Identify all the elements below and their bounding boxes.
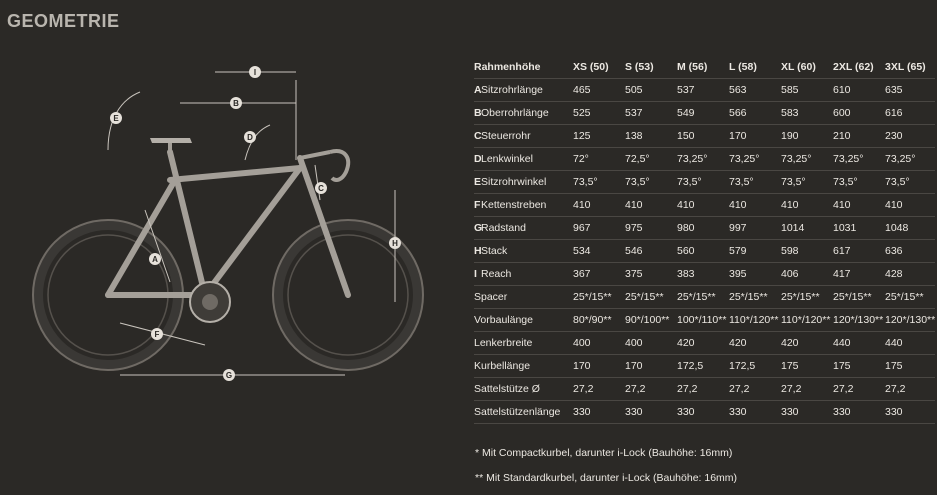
table-cell: 73,5° [781,171,833,194]
table-cell: 330 [833,401,885,424]
svg-text:F: F [154,330,160,339]
table-cell: 150 [677,125,729,148]
svg-text:D: D [247,133,253,142]
table-cell: 175 [833,355,885,378]
svg-text:C: C [318,184,324,193]
table-cell: 465 [573,79,625,102]
table-cell: 170 [625,355,677,378]
table-row [474,263,935,286]
table-cell: 537 [677,79,729,102]
table-cell: 967 [573,217,625,240]
marker-b [230,97,242,109]
table-row [474,171,935,194]
table-cell: 616 [885,102,935,125]
row-label [474,332,573,355]
svg-text:I: I [253,68,257,77]
table-cell: 975 [625,217,677,240]
table-cell: 27,2 [781,378,833,401]
table-cell: 410 [729,194,781,217]
row-label [474,401,573,424]
marker-d [244,131,256,143]
table-cell: 175 [781,355,833,378]
table-cell: 428 [885,263,935,286]
table-cell: 583 [781,102,833,125]
table-row [474,401,935,424]
table-cell: 330 [625,401,677,424]
row-letter: F [474,199,481,211]
table-row [474,286,935,309]
table-cell: 440 [833,332,885,355]
marker-f [151,328,163,340]
table-row [474,332,935,355]
size-header: XS (50) [573,56,625,79]
table-cell: 997 [729,217,781,240]
table-cell: 420 [677,332,729,355]
table-cell: 375 [625,263,677,286]
row-label [474,286,573,309]
table-row [474,355,935,378]
row-label [474,102,573,125]
table-cell: 636 [885,240,935,263]
table-cell: 25*/15** [729,286,781,309]
table-cell: 25*/15** [833,286,885,309]
row-letter: C [474,130,482,142]
row-letter: E [474,176,482,188]
table-cell: 27,2 [885,378,935,401]
row-label-text: Radstand [481,222,526,234]
table-cell: 73,5° [573,171,625,194]
table-cell: 410 [625,194,677,217]
table-cell: 410 [677,194,729,217]
table-cell: 534 [573,240,625,263]
table-row [474,194,935,217]
row-label-text: Stack [481,245,508,257]
table-row [474,217,935,240]
table-cell: 110*/120** [729,309,781,332]
table-cell: 610 [833,79,885,102]
table-cell: 73,25° [781,148,833,171]
table-cell: 1031 [833,217,885,240]
table-cell: 170 [573,355,625,378]
table-cell: 420 [781,332,833,355]
table-cell: 172,5 [729,355,781,378]
table-cell: 980 [677,217,729,240]
table-cell: 190 [781,125,833,148]
row-label [474,240,573,263]
footnote: * Mit Compactkurbel, darunter i-Lock (Bauhöhe: 16mm) [475,447,733,459]
row-label-text: Spacer [474,291,508,303]
marker-i [249,66,261,78]
table-cell: 73,25° [729,148,781,171]
row-letter: I [474,268,477,280]
row-label [474,148,573,171]
table-cell: 230 [885,125,935,148]
size-header: 3XL (65) [885,56,935,79]
table-cell: 120*/130** [833,309,885,332]
table-cell: 330 [729,401,781,424]
table-cell: 330 [885,401,935,424]
svg-text:A: A [152,255,158,264]
table-row [474,148,935,171]
marker-g [223,369,235,381]
marker-h [389,237,401,249]
table-cell: 25*/15** [573,286,625,309]
saddle [150,138,192,155]
table-cell: 367 [573,263,625,286]
table-cell: 25*/15** [885,286,935,309]
table-cell: 505 [625,79,677,102]
table-cell: 27,2 [729,378,781,401]
table-cell: 73,5° [885,171,935,194]
row-label-text: Vorbaulänge [474,314,533,326]
row-label [474,217,573,240]
table-cell: 395 [729,263,781,286]
header-label: Rahmenhöhe [474,56,573,79]
table-cell: 598 [781,240,833,263]
row-label [474,79,573,102]
size-header: 2XL (62) [833,56,885,79]
table-cell: 27,2 [677,378,729,401]
row-label-text: Sitzrohrwinkel [481,176,547,188]
row-label-text: Sattelstützenlänge [474,406,561,418]
table-cell: 73,25° [885,148,935,171]
table-cell: 72° [573,148,625,171]
row-letter: H [474,245,482,257]
row-label [474,125,573,148]
table-cell: 170 [729,125,781,148]
row-label-text: Lenkerbreite [474,337,533,349]
row-label-text: Kettenstreben [481,199,547,211]
table-cell: 25*/15** [677,286,729,309]
table-cell: 110*/120** [781,309,833,332]
table-cell: 27,2 [625,378,677,401]
table-cell: 90*/100** [625,309,677,332]
svg-text:B: B [233,99,239,108]
table-cell: 585 [781,79,833,102]
table-cell: 417 [833,263,885,286]
table-cell: 579 [729,240,781,263]
table-cell: 120*/130** [885,309,935,332]
table-cell: 420 [729,332,781,355]
table-cell: 72,5° [625,148,677,171]
table-cell: 546 [625,240,677,263]
table-cell: 125 [573,125,625,148]
table-cell: 210 [833,125,885,148]
table-cell: 566 [729,102,781,125]
size-header: M (56) [677,56,729,79]
table-cell: 1048 [885,217,935,240]
row-label [474,171,573,194]
row-letter: G [474,222,483,234]
table-cell: 27,2 [573,378,625,401]
table-cell: 1014 [781,217,833,240]
table-row [474,378,935,401]
svg-text:H: H [392,239,398,248]
table-cell: 172,5 [677,355,729,378]
table-cell: 25*/15** [625,286,677,309]
page-title: GEOMETRIE [7,11,120,31]
row-letter: A [474,84,482,96]
bike-geometry-diagram [0,40,470,495]
size-header: L (58) [729,56,781,79]
table-cell: 400 [573,332,625,355]
table-cell: 410 [781,194,833,217]
marker-a [149,253,161,265]
table-cell: 560 [677,240,729,263]
row-label [474,194,573,217]
table-cell: 406 [781,263,833,286]
table-cell: 410 [573,194,625,217]
row-letter: D [474,153,482,165]
geometry-table [474,56,935,424]
svg-text:E: E [113,114,119,123]
marker-e [110,112,122,124]
row-label-text: Sitzrohrlänge [481,84,543,96]
row-label-text: Kurbellänge [474,360,531,372]
row-letter: B [474,107,482,119]
table-row [474,102,935,125]
footnote: ** Mit Standardkurbel, darunter i-Lock (Bauhöhe: 16mm) [475,472,738,484]
row-label-text: Lenkwinkel [481,153,533,165]
table-cell: 549 [677,102,729,125]
table-row [474,240,935,263]
row-label [474,309,573,332]
table-cell: 635 [885,79,935,102]
table-cell: 73,25° [833,148,885,171]
svg-text:G: G [225,371,233,380]
table-cell: 563 [729,79,781,102]
table-cell: 410 [885,194,935,217]
table-cell: 27,2 [833,378,885,401]
table-cell: 138 [625,125,677,148]
table-cell: 400 [625,332,677,355]
row-label-text: Sattelstütze Ø [474,383,540,395]
table-cell: 25*/15** [781,286,833,309]
row-label [474,378,573,401]
table-cell: 440 [885,332,935,355]
table-cell: 73,5° [833,171,885,194]
table-cell: 100*/110** [677,309,729,332]
table-cell: 330 [573,401,625,424]
table-cell: 537 [625,102,677,125]
table-cell: 383 [677,263,729,286]
table-cell: 410 [833,194,885,217]
row-label [474,355,573,378]
table-body [474,79,935,424]
table-cell: 330 [781,401,833,424]
row-label [474,263,573,286]
table-cell: 617 [833,240,885,263]
size-header: XL (60) [781,56,833,79]
table-cell: 175 [885,355,935,378]
bike-frame [108,152,348,295]
table-cell: 73,5° [625,171,677,194]
table-cell: 80*/90** [573,309,625,332]
table-row [474,79,935,102]
table-cell: 600 [833,102,885,125]
table-cell: 73,25° [677,148,729,171]
size-header: S (53) [625,56,677,79]
row-label-text: Oberrohrlänge [481,107,549,119]
table-cell: 525 [573,102,625,125]
marker-c [315,182,327,194]
row-label-text: Steuerrohr [481,130,531,142]
table-cell: 73,5° [677,171,729,194]
table-cell: 330 [677,401,729,424]
table-cell: 73,5° [729,171,781,194]
table-row [474,309,935,332]
crankset [190,282,230,322]
table-row [474,125,935,148]
table-header-row [474,56,935,79]
row-label-text: Reach [481,268,512,280]
